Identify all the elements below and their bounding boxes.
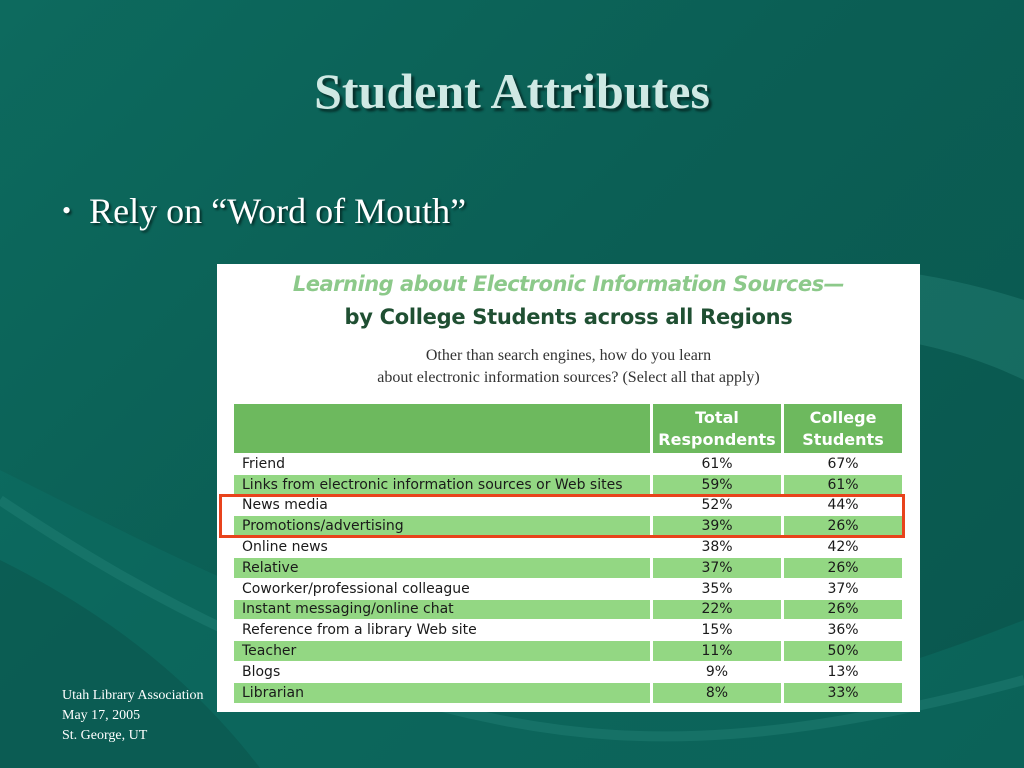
header-label-cell (234, 404, 650, 453)
row-college-value: 26% (784, 557, 902, 578)
question-line-1: Other than search engines, how do you learn (425, 347, 712, 364)
bullet-text: Rely on “Word of Mouth” (89, 191, 467, 231)
row-college-value: 67% (784, 453, 902, 474)
table-row (234, 578, 902, 599)
header-total-line-2: Respondents (658, 429, 776, 449)
highlight-box (219, 494, 905, 538)
row-total-value: 9% (653, 661, 781, 682)
row-college-value: 13% (784, 661, 902, 682)
question-line-2: about electronic information sources? (Select all that apply) (377, 369, 760, 386)
figure-subtitle: by College Students across all Regions (344, 305, 793, 329)
footer-line-1: Utah Library Association (62, 688, 204, 703)
table-body (234, 453, 902, 703)
row-college-value: 37% (784, 578, 902, 599)
row-label: Online news (234, 536, 650, 557)
row-total-value: 39% (653, 515, 781, 536)
bullet-icon: • (62, 196, 72, 225)
table-row (234, 661, 902, 682)
row-college-value: 42% (784, 536, 902, 557)
row-total-value: 22% (653, 599, 781, 620)
results-table (234, 404, 902, 703)
row-total-value: 35% (653, 578, 781, 599)
row-label: Librarian (234, 682, 650, 703)
table-row (234, 474, 902, 495)
row-total-value: 15% (653, 619, 781, 640)
row-label: Teacher (234, 640, 650, 661)
header-total-respondents (653, 404, 781, 453)
footer-line-2: May 17, 2005 (62, 708, 141, 723)
row-college-value: 50% (784, 640, 902, 661)
footer-line-3: St. George, UT (62, 728, 148, 743)
row-college-value: 33% (784, 682, 902, 703)
header-college-line-2: Students (802, 429, 884, 449)
row-label: Friend (234, 453, 650, 474)
row-college-value: 61% (784, 474, 902, 495)
bullet-point (62, 190, 466, 232)
figure-title: Learning about Electronic Information Sources— (292, 272, 845, 296)
row-total-value: 59% (653, 474, 781, 495)
slide-title: Student Attributes (314, 63, 710, 119)
row-total-value: 8% (653, 682, 781, 703)
row-label: Reference from a library Web site (234, 619, 650, 640)
row-total-value: 61% (653, 453, 781, 474)
row-label: Instant messaging/online chat (234, 599, 650, 620)
row-college-value: 26% (784, 515, 902, 536)
row-label: Blogs (234, 661, 650, 682)
row-college-value: 36% (784, 619, 902, 640)
row-total-value: 37% (653, 557, 781, 578)
table-row (234, 453, 902, 474)
table-row (234, 536, 902, 557)
table-row (234, 682, 902, 703)
header-college-students (784, 404, 902, 453)
row-label: Relative (234, 557, 650, 578)
table-row (234, 640, 902, 661)
row-college-value: 44% (784, 495, 902, 516)
table-row (234, 599, 902, 620)
survey-figure (217, 264, 920, 712)
table-row (234, 557, 902, 578)
header-total-line-1: Total (695, 407, 739, 427)
row-total-value: 38% (653, 536, 781, 557)
table-row (234, 619, 902, 640)
row-total-value: 52% (653, 495, 781, 516)
table-header (234, 404, 902, 453)
row-total-value: 11% (653, 640, 781, 661)
header-college-line-1: College (809, 407, 877, 427)
row-label: Links from electronic information sources or Web sites (234, 474, 650, 495)
slide-footer (62, 686, 222, 746)
row-label: News media (234, 495, 650, 516)
row-label: Promotions/advertising (234, 515, 650, 536)
survey-question (217, 345, 920, 389)
row-college-value: 26% (784, 599, 902, 620)
row-label: Coworker/professional colleague (234, 578, 650, 599)
